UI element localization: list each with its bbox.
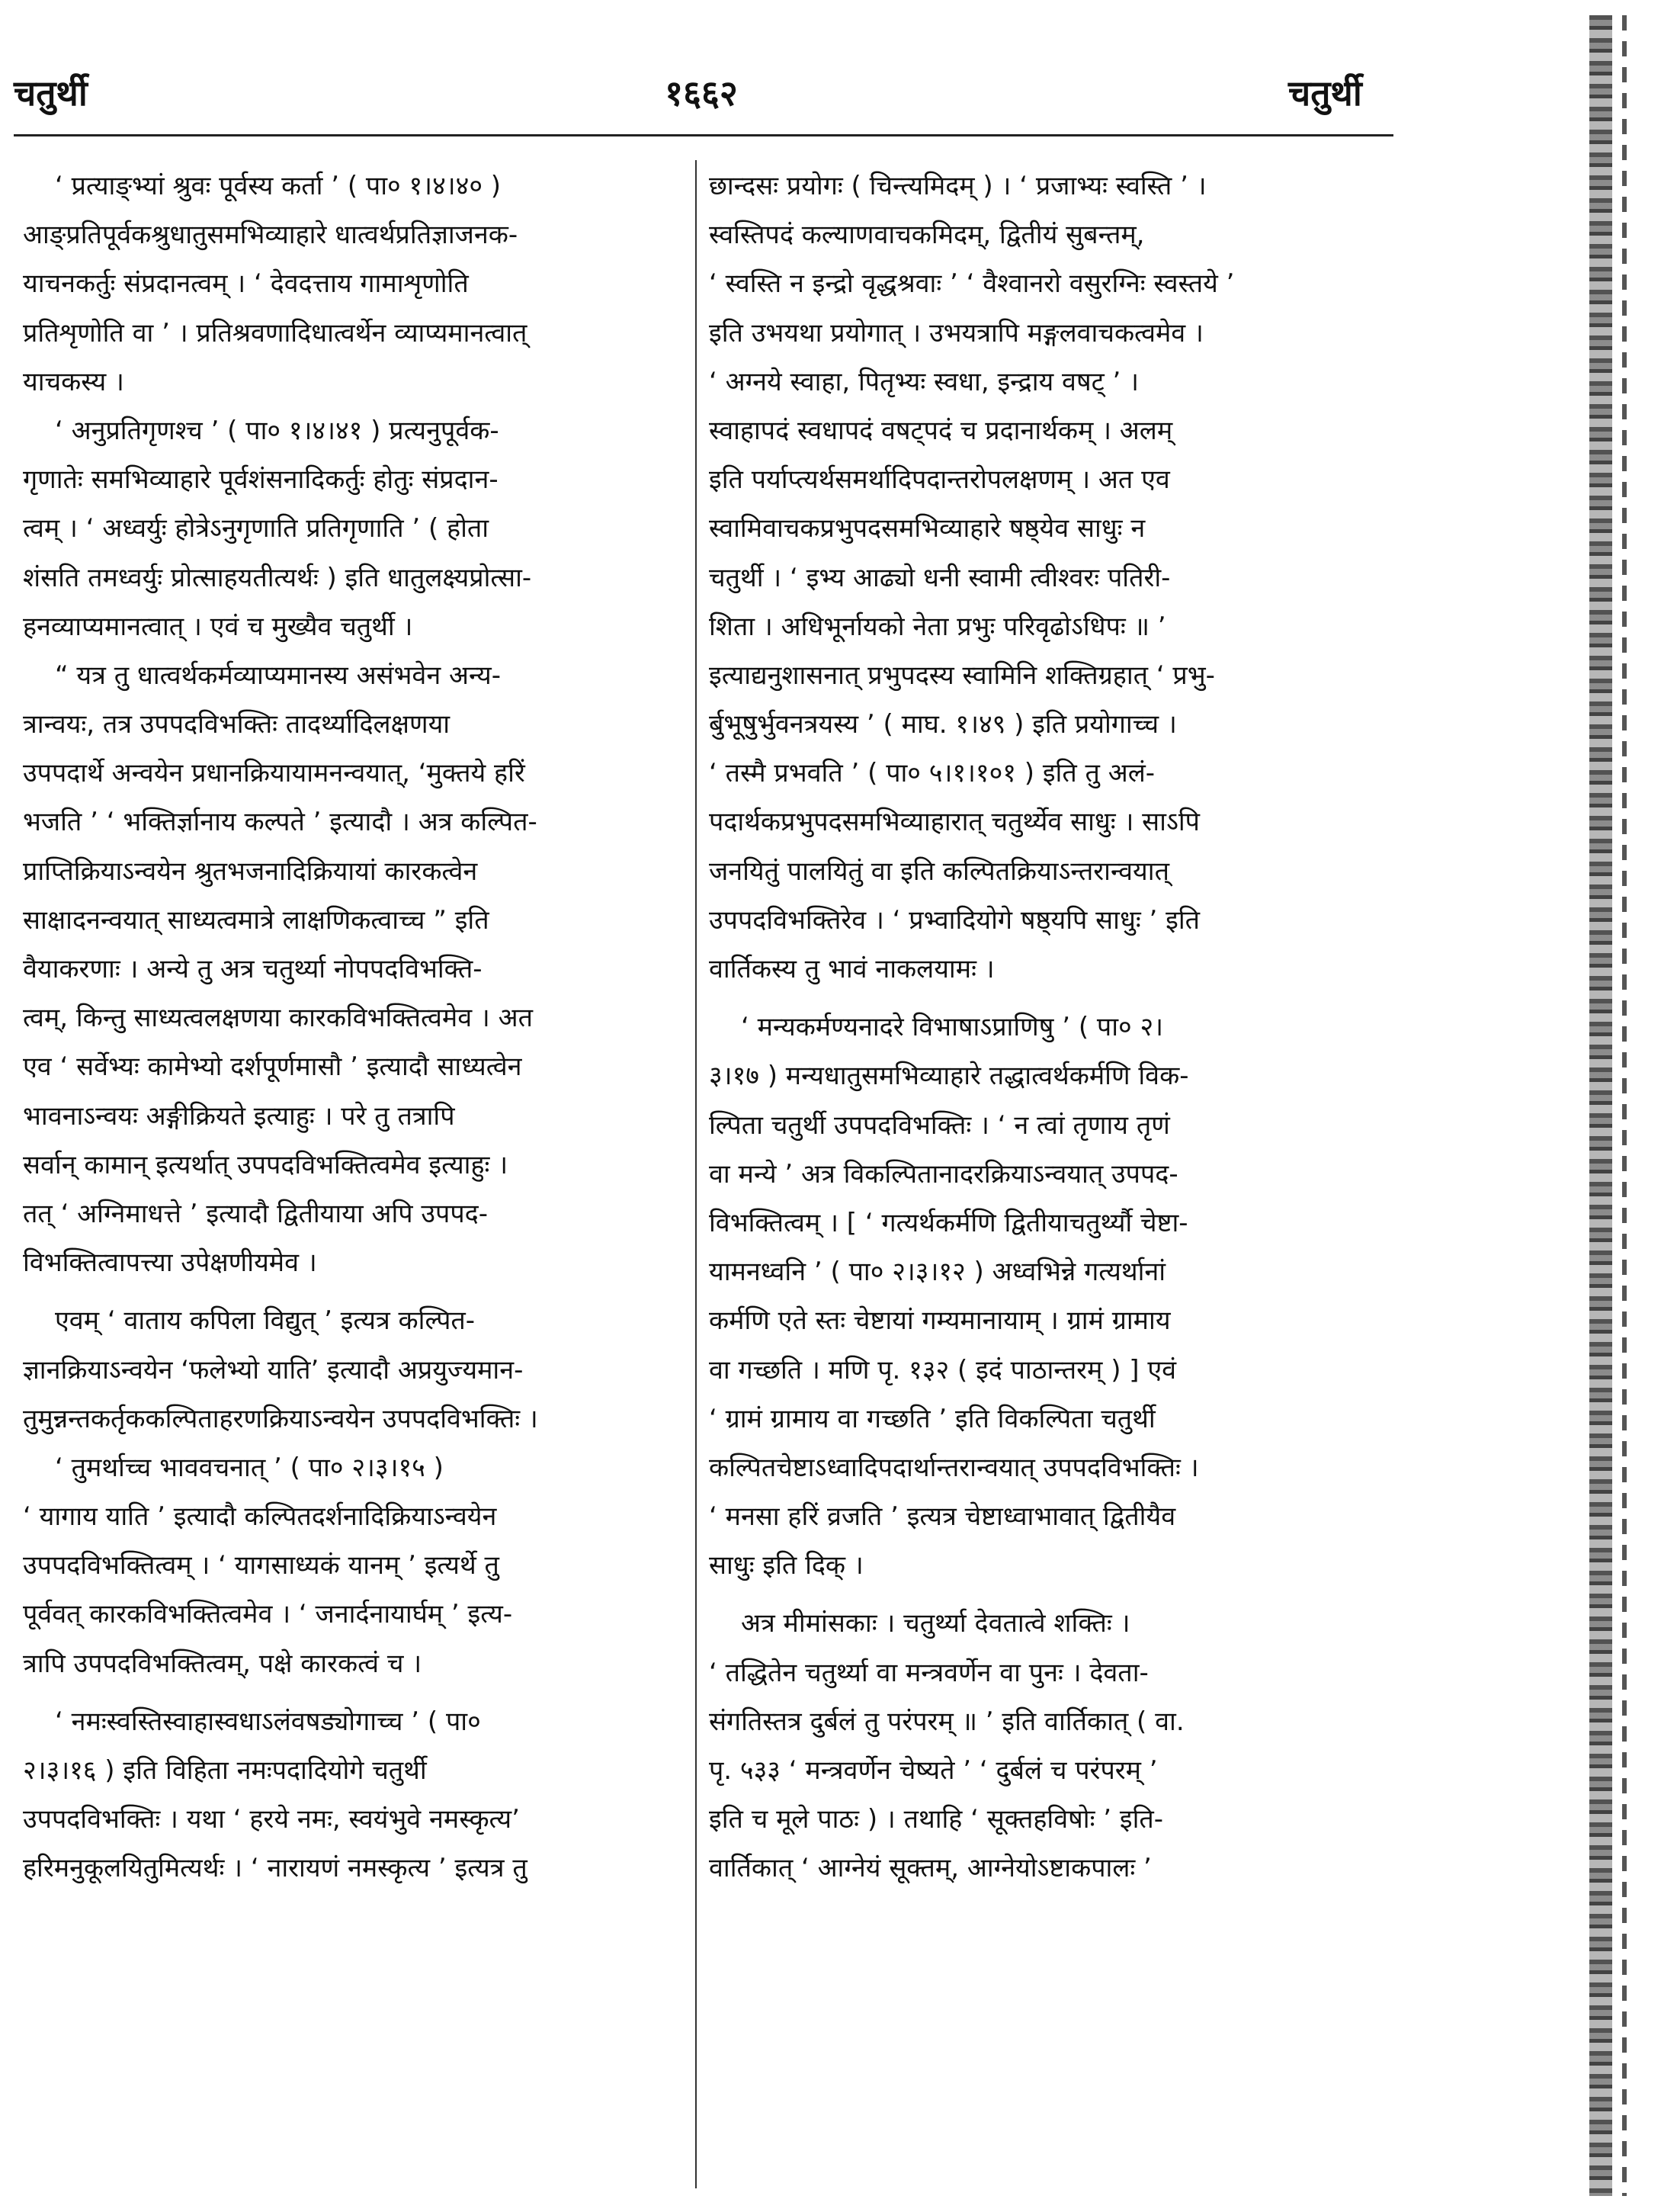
text-line: वार्तिकस्य तु भावं नाकलयामः । bbox=[709, 954, 995, 984]
text-line: चतुर्थी । ‘ इभ्य आढ्यो धनी स्वामी त्वीश्वरः पतिरी- bbox=[709, 562, 1171, 593]
text-line: ‘ प्रत्याङ्भ्यां श्रुवः पूर्वस्य कर्ता ’ ( पा० १।४।४० ) bbox=[55, 171, 502, 201]
text-line: उपपदविभक्तिः । यथा ‘ हरये नमः, स्वयंभुवे नमस्कृत्य’ bbox=[23, 1804, 520, 1835]
text-line: संगतिस्तत्र दुर्बलं तु परंपरम् ॥ ’ इति वार्तिकात् ( वा. bbox=[709, 1706, 1185, 1737]
text-line: स्वाहापदं स्वधापदं वषट्पदं च प्रदानार्थकम् । अलम् bbox=[709, 415, 1173, 446]
text-line: गृणातेः समभिव्याहारे पूर्वशंसनादिकर्तुः होतुः संप्रदान- bbox=[23, 464, 499, 496]
text-line: वैयाकरणाः । अन्ये तु अत्र चतुर्थ्या नोपपदविभक्ति- bbox=[23, 954, 483, 984]
text-line: तत् ‘ अग्निमाधत्ते ’ इत्यादौ द्वितीयाया अपि उपपद- bbox=[23, 1198, 488, 1229]
text-line: ‘ स्वस्ति न इन्द्रो वृद्धश्रवाः ’ ‘ वैश्वानरो वसुरग्निः स्वस्तये ’ bbox=[709, 268, 1235, 300]
text-line: ‘ ग्रामं ग्रामाय वा गच्छति ’ इति विकल्पिता चतुर्थी bbox=[709, 1403, 1156, 1434]
right-column bbox=[709, 162, 1380, 2198]
text-line: शिता । अधिभूर्नायको नेता प्रभुः परिवृढोऽधिपः ॥ ’ bbox=[709, 611, 1166, 642]
text-line: शंसति तमध्वर्युः प्रोत्साहयतीत्यर्थः ) इति धातुलक्ष्यप्रोत्सा- bbox=[23, 562, 532, 593]
text-line: त्रान्वयः, तत्र उपपदविभक्तिः तादर्थ्यादिलक्षणया bbox=[23, 709, 451, 740]
text-line: हरिमनुकूलयितुमित्यर्थः । ‘ नारायणं नमस्कृत्य ’ इत्यत्र तु bbox=[23, 1853, 527, 1884]
running-head-left: चतुर्थी bbox=[14, 72, 88, 114]
text-line: पृ. ५३३ ‘ मन्त्रवर्णेन चेष्यते ’ ‘ दुर्बलं च परंपरम् ’ bbox=[709, 1755, 1158, 1786]
text-line: साधुः इति दिक् । bbox=[709, 1550, 864, 1581]
text-line: ‘ तस्मै प्रभवति ’ ( पा० ५।१।१०१ ) इति तु अलं- bbox=[709, 758, 1156, 789]
text-line: जनयितुं पालयितुं वा इति कल्पितक्रियाऽन्तरान्वयात् bbox=[709, 856, 1169, 887]
text-line: कर्मणि एते स्तः चेष्टायां गम्यमानायाम् । ग्रामं ग्रामाय bbox=[709, 1305, 1171, 1337]
text-line: वा मन्ये ’ अत्र विकल्पितानादरक्रियाऽन्वयात् उपपद- bbox=[709, 1158, 1178, 1189]
text-line: वा गच्छति । मणि पृ. १३२ ( इदं पाठान्तरम् ) ] एवं bbox=[709, 1354, 1177, 1385]
text-line: ३।१७ ) मन्यधातुसमभिव्याहारे तद्धात्वर्थकर्मणि विक- bbox=[709, 1061, 1189, 1092]
text-line: स्वामिवाचकप्रभुपदसमभिव्याहारे षष्ठ्येव साधुः न bbox=[709, 513, 1146, 544]
text-line: इति पर्याप्त्यर्थसमर्थादिपदान्तरोपलक्षणम् । अत एव bbox=[709, 464, 1170, 496]
text-line: इत्याद्यनुशासनात् प्रभुपदस्य स्वामिनि शक्तिग्रहात् ‘ प्रभु- bbox=[709, 660, 1215, 691]
text-line: ‘ तुमर्थाच्च भाववचनात् ’ ( पा० २।३।१५ ) bbox=[55, 1452, 444, 1483]
text-line: प्राप्तिक्रियाऽन्वयेन श्रुतभजनादिक्रियायां कारकत्वेन bbox=[23, 856, 478, 887]
text-line: त्वम् । ‘ अध्वर्युः होत्रेऽनुगृणाति प्रतिगृणाति ’ ( होता bbox=[23, 513, 489, 544]
text-line: ‘ तद्धितेन चतुर्थ्या वा मन्त्रवर्णेन वा पुनः । देवता- bbox=[709, 1657, 1149, 1688]
text-line: ‘ मनसा हरिं व्रजति ’ इत्यत्र चेष्टाध्वाभावात् द्वितीयैव bbox=[709, 1501, 1176, 1533]
text-line: छान्दसः प्रयोगः ( चिन्त्यमिदम् ) । ‘ प्रजाभ्यः स्वस्ति ’ । bbox=[709, 171, 1207, 201]
page-number: १६६२ bbox=[665, 72, 738, 114]
text-line: ‘ मन्यकर्मण्यनादरे विभाषाऽप्राणिषु ’ ( पा० २। bbox=[741, 1012, 1164, 1043]
text-line: त्वम्, किन्तु साध्यत्वलक्षणया कारकविभक्तित्वमेव । अत bbox=[23, 1003, 533, 1034]
text-line: याचकस्य । bbox=[23, 366, 124, 397]
column-divider bbox=[695, 160, 697, 2188]
text-line: उपपदार्थे अन्वयेन प्रधानक्रियायामनन्वयात्, ‘मुक्तये हरिं bbox=[23, 758, 525, 789]
text-line: ‘ अनुप्रतिगृणश्च ’ ( पा० १।४।४१ ) प्रत्यनुपूर्वक- bbox=[55, 415, 499, 446]
text-line: भजति ’ ‘ भक्तिर्ज्ञानाय कल्पते ’ इत्यादौ । अत्र कल्पित- bbox=[23, 807, 537, 838]
text-line: एव ‘ सर्वेभ्यः कामेभ्यो दर्शपूर्णमासौ ’ इत्यादौ साध्यत्वेन bbox=[23, 1051, 522, 1083]
text-line: तुमुन्नन्तकर्तृककल्पिताहरणक्रियाऽन्वयेन उपपदविभक्तिः । bbox=[23, 1403, 538, 1434]
text-line: उपपदविभक्तित्वम् । ‘ यागसाध्यकं यानम् ’ इत्यर्थे तु bbox=[23, 1550, 499, 1581]
text-line: साक्षादनन्वयात् साध्यत्वमात्रे लाक्षणिकत्वाच्च ” इति bbox=[23, 904, 489, 936]
text-line: प्रतिशृणोति वा ’ । प्रतिश्रवणादिधात्वर्थेन व्याप्यमानत्वात् bbox=[23, 317, 527, 348]
running-head-right: चतुर्थी bbox=[1288, 72, 1362, 114]
text-line: “ यत्र तु धात्वर्थकर्मव्याप्यमानस्य असंभवेन अन्य- bbox=[55, 660, 502, 691]
text-line: यामनध्वनि ’ ( पा० २।३।१२ ) अध्वभिन्ने गत्यर्थानां bbox=[709, 1257, 1166, 1288]
text-line: ल्पिता चतुर्थी उपपदविभक्तिः । ‘ न त्वां तृणाय तृणं bbox=[709, 1109, 1170, 1141]
text-line: वार्तिकात् ‘ आग्नेयं सूक्तम्, आग्नेयोऽष्टाकपालः ’ bbox=[709, 1853, 1152, 1884]
left-column bbox=[23, 162, 686, 2198]
text-line: याचनकर्तुः संप्रदानत्वम् । ‘ देवदत्ताय गामाशृणोति bbox=[23, 268, 469, 300]
book-spine-shadow bbox=[1622, 15, 1627, 2196]
text-line: ‘ यागाय याति ’ इत्यादौ कल्पितदर्शनादिक्रियाऽन्वयेन bbox=[23, 1501, 497, 1533]
text-line: विभक्तित्वम् । [ ‘ गत्यर्थकर्मणि द्वितीयाचतुर्थ्यौ चेष्टा- bbox=[709, 1207, 1188, 1238]
text-line: ‘ नमःस्वस्तिस्वाहास्वधाऽलंवषड्योगाच्च ’ ( पा० bbox=[55, 1706, 481, 1737]
text-line: सर्वान् कामान् इत्यर्थात् उपपदविभक्तित्वमेव इत्याहुः । bbox=[23, 1149, 508, 1180]
text-line: स्वस्तिपदं कल्याणवाचकमिदम्, द्वितीयं सुबन्तम्, bbox=[709, 220, 1145, 251]
text-line: एवम् ‘ वाताय कपिला विद्युत् ’ इत्यत्र कल्पित- bbox=[55, 1305, 476, 1337]
text-line: कल्पितचेष्टाऽध्वादिपदार्थान्तरान्वयात् उपपदविभक्तिः । bbox=[709, 1452, 1199, 1483]
text-line: अत्र मीमांसकाः । चतुर्थ्या देवतात्वे शक्तिः । bbox=[741, 1608, 1130, 1639]
text-line: र्बुभूषुर्भुवनत्रयस्य ’ ( माघ. १।४९ ) इति प्रयोगाच्च । bbox=[709, 709, 1177, 740]
text-line: २।३।१६ ) इति विहिता नमःपदादियोगे चतुर्थी bbox=[23, 1755, 427, 1786]
header-rule bbox=[14, 134, 1393, 136]
text-line: भावनाऽन्वयः अङ्गीक्रियते इत्याहुः । परे तु तत्रापि bbox=[23, 1100, 455, 1132]
text-line: इति उभयथा प्रयोगात् । उभयत्रापि मङ्गलवाचकत्वमेव । bbox=[709, 317, 1204, 348]
text-line: त्रापि उपपदविभक्तित्वम्, पक्षे कारकत्वं च । bbox=[23, 1648, 422, 1679]
text-line: ‘ अग्नये स्वाहा, पितृभ्यः स्वधा, इन्द्राय वषट् ’ । bbox=[709, 366, 1140, 397]
text-line: इति च मूले पाठः ) । तथाहि ‘ सूक्तहविषोः ’ इति- bbox=[709, 1804, 1164, 1835]
text-line: पदार्थकप्रभुपदसमभिव्याहारात् चतुर्थ्येव साधुः । साऽपि bbox=[709, 807, 1200, 838]
text-line: उपपदविभक्तिरेव । ‘ प्रभ्वादियोगे षष्ठ्यपि साधुः ’ इति bbox=[709, 904, 1201, 936]
text-line: ज्ञानक्रियाऽन्वयेन ‘फलेभ्यो याति’ इत्यादौ अप्रयुज्यमान- bbox=[23, 1354, 524, 1385]
text-line: हनव्याप्यमानत्वात् । एवं च मुख्यैव चतुर्थी । bbox=[23, 611, 413, 642]
text-line: आङ्प्रतिपूर्वकश्रुधातुसमभिव्याहारे धात्वर्थप्रतिज्ञाजनक- bbox=[23, 220, 518, 251]
book-spine-edge bbox=[1589, 15, 1612, 2196]
text-line: विभक्तित्वापत्त्या उपेक्षणीयमेव । bbox=[23, 1247, 317, 1279]
text-line: पूर्ववत् कारकविभक्तित्वमेव । ‘ जनार्दनायार्घम् ’ इत्य- bbox=[23, 1599, 513, 1630]
